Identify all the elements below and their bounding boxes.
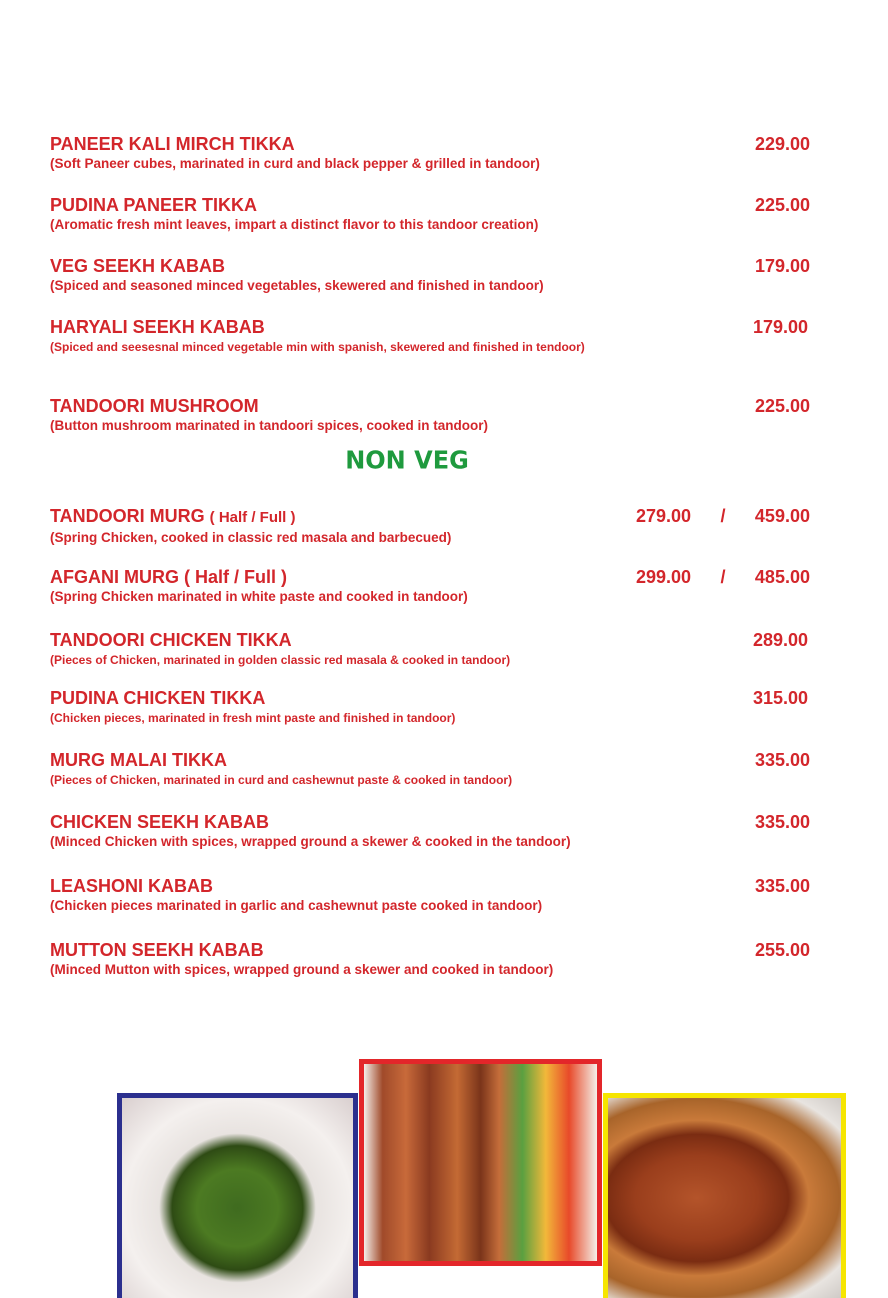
- item-name: MUTTON SEEKH KABAB: [50, 940, 264, 960]
- item-name: LEASHONI KABAB: [50, 876, 214, 896]
- item-description: (Spring Chicken, cooked in classic red masala and barbecued): [50, 530, 452, 545]
- menu-item: [50, 195, 810, 233]
- menu-item: [50, 630, 810, 668]
- item-price: 315.00: [752, 688, 808, 708]
- item-name: CHICKEN SEEKH KABAB: [50, 812, 270, 832]
- item-name: TANDOORI MURG: [50, 506, 205, 526]
- menu-item: [50, 750, 810, 788]
- item-price: 335.00: [754, 750, 810, 770]
- menu-item: [50, 812, 810, 850]
- item-price: 255.00: [754, 940, 810, 960]
- item-name: PUDINA PANEER TIKKA: [50, 195, 258, 215]
- item-name: PANEER KALI MIRCH TIKKA: [50, 134, 295, 154]
- price-separator: /: [720, 506, 726, 526]
- item-name: MURG MALAI TIKKA: [50, 750, 227, 770]
- item-price: 225.00: [754, 195, 810, 215]
- menu-item: [50, 134, 810, 172]
- item-name: AFGANI MURG ( Half / Full ): [50, 567, 287, 587]
- price-half: 299.00: [636, 567, 692, 587]
- menu-item: [50, 876, 810, 914]
- price-separator: /: [720, 567, 726, 587]
- item-description: (Spring Chicken marinated in white paste and cooked in tandoor): [50, 589, 468, 604]
- item-description: (Aromatic fresh mint leaves, impart a distinct flavor to this tandoor creation): [50, 217, 539, 232]
- item-description: (Soft Paneer cubes, marinated in curd and black pepper & grilled in tandoor): [50, 156, 540, 171]
- photo-roast-chicken: [603, 1093, 846, 1298]
- price-full: 459.00: [754, 506, 810, 526]
- item-price: 229.00: [754, 134, 810, 154]
- item-price: 335.00: [754, 812, 810, 832]
- item-description: (Spiced and seesesnal minced vegetable min with spanish, skewered and finished in tendoor): [50, 340, 585, 354]
- item-description: (Minced Chicken with spices, wrapped ground a skewer & cooked in the tandoor): [50, 834, 571, 849]
- price-full: 485.00: [754, 567, 810, 587]
- section-heading-non-veg: NON VEG: [345, 445, 469, 475]
- menu-item: [50, 506, 810, 546]
- item-portion: ( Half / Full ): [209, 509, 296, 526]
- item-description: (Button mushroom marinated in tandoori spices, cooked in tandoor): [50, 418, 489, 433]
- item-name: HARYALI SEEKH KABAB: [50, 317, 265, 337]
- menu-item: [50, 317, 810, 355]
- menu-item: [50, 688, 810, 726]
- item-name: TANDOORI MUSHROOM: [50, 396, 259, 416]
- photo-seekh-kababs: [359, 1059, 602, 1266]
- item-description: (Minced Mutton with spices, wrapped ground a skewer and cooked in tandoor): [50, 962, 554, 977]
- item-description: (Pieces of Chicken, marinated in golden classic red masala & cooked in tandoor): [50, 653, 511, 667]
- item-name: VEG SEEKH KABAB: [50, 256, 226, 276]
- menu-item: [50, 567, 810, 605]
- item-price: 179.00: [752, 317, 808, 337]
- photo-hariyali-tikka: [117, 1093, 358, 1298]
- item-price-half-full: [636, 506, 810, 526]
- item-price: 289.00: [752, 630, 808, 650]
- item-description: (Pieces of Chicken, marinated in curd and cashewnut paste & cooked in tandoor): [50, 773, 513, 787]
- price-half: 279.00: [636, 506, 692, 526]
- item-price-half-full: [636, 567, 810, 587]
- item-price: 225.00: [754, 396, 810, 416]
- menu-item: [50, 396, 810, 434]
- item-price: 179.00: [754, 256, 810, 276]
- item-price: 335.00: [754, 876, 810, 896]
- menu-item: [50, 940, 810, 978]
- item-description: (Chicken pieces marinated in garlic and cashewnut paste cooked in tandoor): [50, 898, 543, 913]
- item-description: (Spiced and seasoned minced vegetables, skewered and finished in tandoor): [50, 278, 544, 293]
- item-description: (Chicken pieces, marinated in fresh mint paste and finished in tandoor): [50, 711, 456, 725]
- menu-item: [50, 256, 810, 294]
- item-name: PUDINA CHICKEN TIKKA: [50, 688, 266, 708]
- item-name: TANDOORI CHICKEN TIKKA: [50, 630, 292, 650]
